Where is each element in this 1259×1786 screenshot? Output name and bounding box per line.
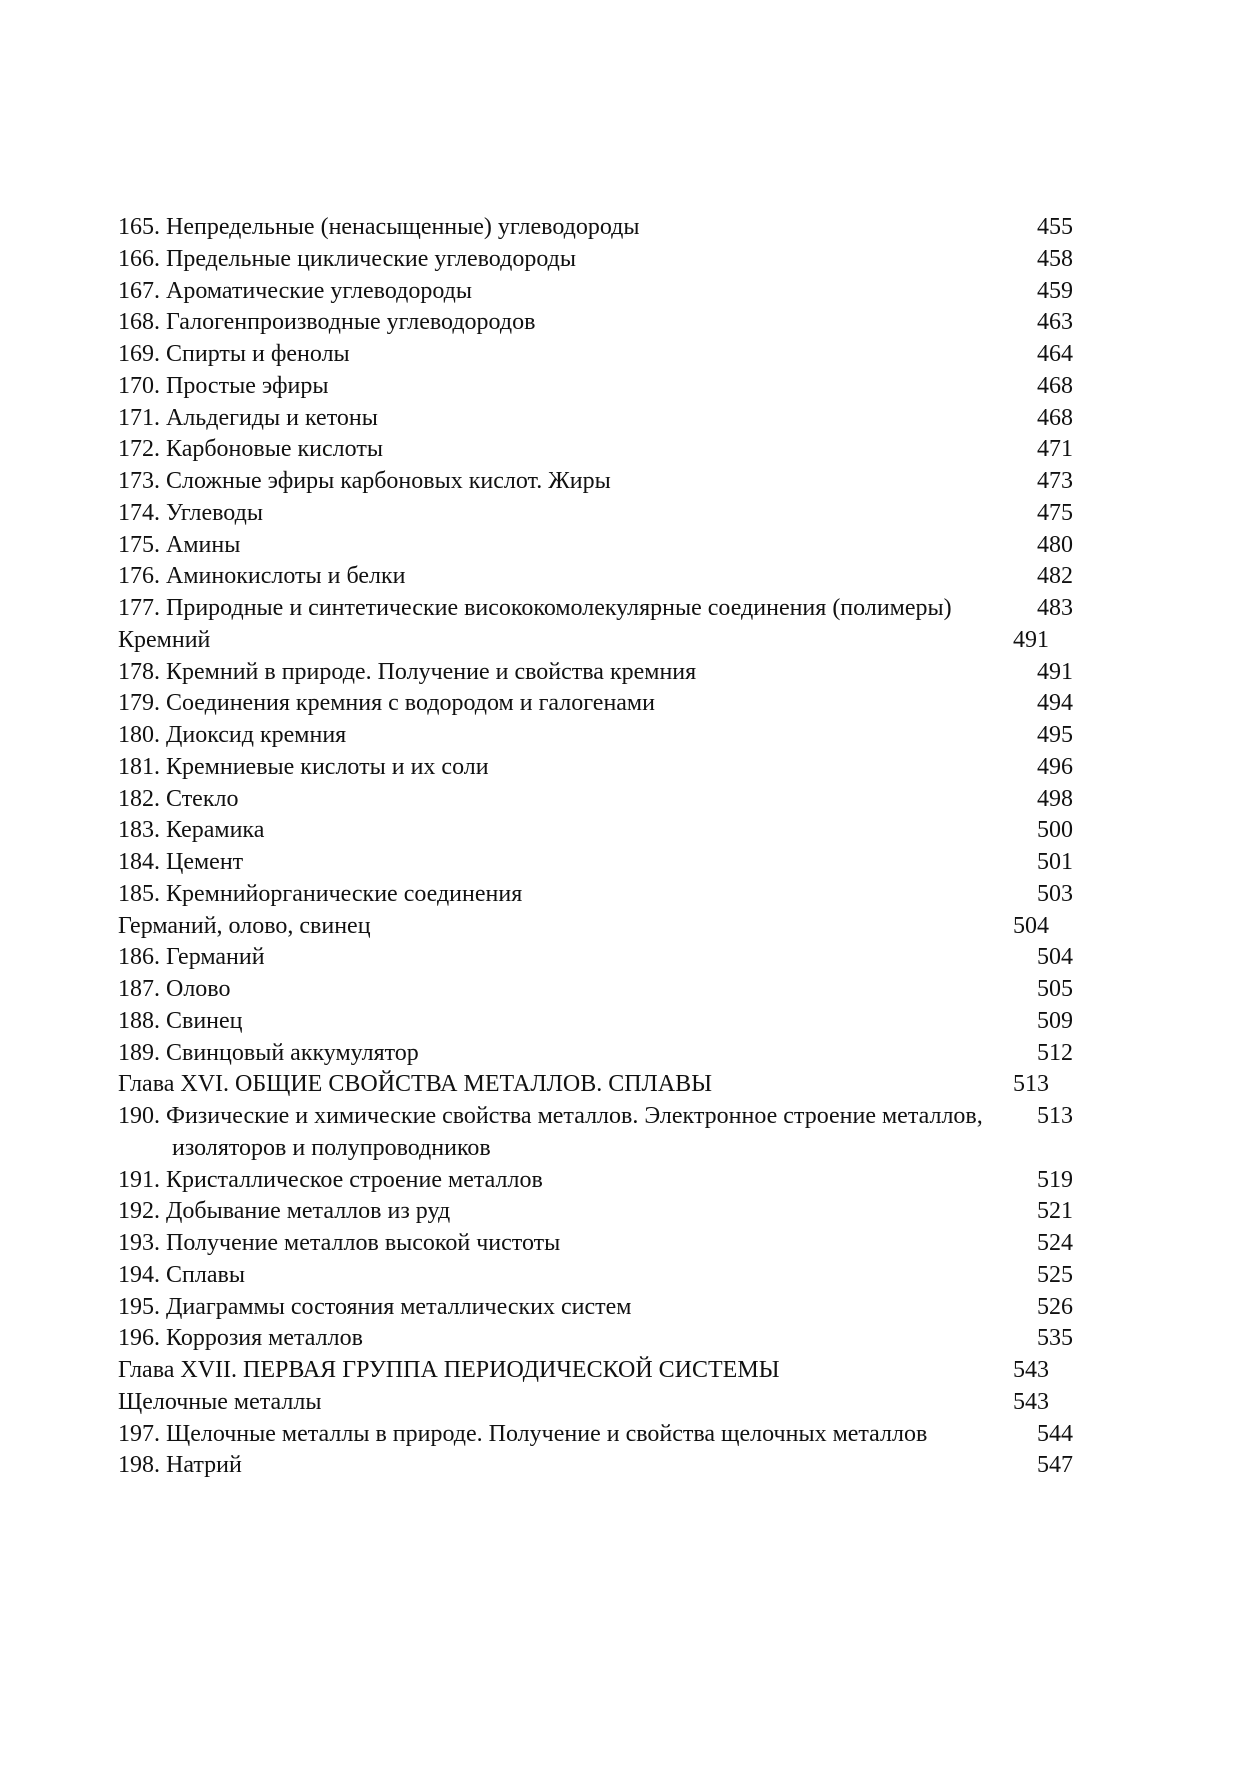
toc-entry-text: Простые эфиры bbox=[166, 372, 329, 399]
toc-entry-title bbox=[118, 720, 1018, 752]
toc-entry-number: 188. bbox=[118, 1007, 160, 1034]
toc-entry-page: 483 bbox=[1037, 595, 1073, 621]
toc-entry bbox=[118, 1355, 1073, 1387]
toc-entry-page: 513 bbox=[1013, 1071, 1049, 1098]
toc-entry-text: Сплавы bbox=[166, 1261, 245, 1288]
toc-entry-text: Германий, олово, свинец bbox=[118, 912, 371, 939]
toc-entry-page: 524 bbox=[1037, 1230, 1073, 1256]
toc-entry-title bbox=[118, 815, 1018, 847]
toc-entry bbox=[118, 847, 1073, 879]
toc-entry-text: Получение металлов высокой чистоты bbox=[166, 1230, 561, 1256]
toc-entry bbox=[118, 1101, 1073, 1165]
toc-entry-title bbox=[118, 371, 1018, 403]
toc-entry-number: 185. bbox=[118, 880, 160, 907]
toc-entry-page: 459 bbox=[1037, 277, 1073, 304]
toc-entry-number: 175. bbox=[118, 531, 160, 558]
toc-entry-number: 194. bbox=[118, 1261, 160, 1288]
toc-entry-title bbox=[118, 1292, 1018, 1324]
toc-entry-title bbox=[118, 847, 1018, 879]
toc-entry-page: 491 bbox=[1037, 658, 1073, 685]
toc-entry-title bbox=[118, 1165, 1018, 1197]
toc-entry-title bbox=[118, 1228, 1018, 1260]
toc-entry-text: Кремний bbox=[118, 626, 211, 653]
toc-entry-text: Диаграммы состояния металлических систем bbox=[166, 1293, 632, 1320]
toc-entry bbox=[118, 1387, 1073, 1419]
toc-entry bbox=[118, 1323, 1073, 1355]
toc-entry-text: Кремниевые кислоты и их соли bbox=[166, 753, 489, 780]
toc-entry-text: Коррозия металлов bbox=[166, 1325, 363, 1352]
toc-entry-text: Углеводы bbox=[166, 499, 263, 526]
toc-entry-number: 171. bbox=[118, 404, 160, 431]
toc-entry-page: 501 bbox=[1037, 849, 1073, 875]
toc-entry-text: Глава XVII. ПЕРВАЯ ГРУППА ПЕРИОДИЧЕСКОЙ СИСТЕМЫ bbox=[118, 1357, 780, 1383]
toc-entry-number: 191. bbox=[118, 1166, 160, 1193]
toc-entry-text: Амины bbox=[166, 531, 241, 558]
toc-entry-title bbox=[118, 784, 1018, 816]
toc-entry bbox=[118, 1260, 1073, 1292]
toc-entry-page: 464 bbox=[1037, 341, 1073, 367]
toc-entry bbox=[118, 1196, 1073, 1228]
toc-entry bbox=[118, 1419, 1073, 1451]
toc-entry-page: 500 bbox=[1037, 817, 1073, 844]
toc-entry-page: 471 bbox=[1037, 436, 1073, 463]
toc-entry bbox=[118, 434, 1073, 466]
toc-entry-title bbox=[118, 879, 1018, 911]
toc-entry-number: 192. bbox=[118, 1198, 160, 1225]
toc-entry-number: 186. bbox=[118, 944, 160, 971]
toc-entry-title bbox=[118, 339, 1018, 371]
toc-entry bbox=[118, 1165, 1073, 1197]
toc-entry-text: Щелочные металлы в природе. Получение и свойства щелочных металлов bbox=[166, 1420, 928, 1447]
toc-entry-page: 491 bbox=[1013, 626, 1049, 653]
toc-entry-number: 169. bbox=[118, 341, 160, 367]
toc-entry-number: 168. bbox=[118, 309, 160, 336]
toc-entry-text: Аминокислоты и белки bbox=[166, 563, 406, 590]
toc-entry-number: 197. bbox=[118, 1420, 160, 1447]
toc-entry-page: 498 bbox=[1037, 785, 1073, 812]
toc-entry-number: 183. bbox=[118, 817, 160, 844]
toc-entry-number: 189. bbox=[118, 1039, 160, 1066]
toc-entry-page: 505 bbox=[1037, 976, 1073, 1002]
toc-entry bbox=[118, 593, 1073, 625]
toc-entry-title bbox=[118, 657, 1018, 689]
toc-entry-text: Непредельные (ненасыщенные) углеводороды bbox=[166, 214, 640, 240]
toc-entry bbox=[118, 1069, 1073, 1101]
toc-entry-page: 455 bbox=[1037, 214, 1073, 240]
toc-entry bbox=[118, 530, 1073, 562]
toc-entry-text: Свинец bbox=[166, 1007, 243, 1034]
toc-entry-text: Альдегиды и кетоны bbox=[166, 404, 378, 431]
toc-entry-text: Ароматические углеводороды bbox=[166, 277, 472, 304]
toc-entry-title bbox=[118, 276, 1018, 308]
toc-entry-title bbox=[118, 1323, 1018, 1355]
toc-entry bbox=[118, 1292, 1073, 1324]
toc-entry-title bbox=[118, 911, 994, 943]
toc-entry-number: 198. bbox=[118, 1452, 160, 1479]
toc-entry bbox=[118, 625, 1073, 657]
toc-entry-title bbox=[118, 688, 1018, 720]
toc-entry-page: 535 bbox=[1037, 1325, 1073, 1352]
table-of-contents bbox=[118, 212, 1073, 1482]
toc-entry-number: 180. bbox=[118, 722, 160, 748]
toc-entry bbox=[118, 466, 1073, 498]
toc-entry bbox=[118, 911, 1073, 943]
toc-entry bbox=[118, 1450, 1073, 1482]
toc-entry bbox=[118, 1006, 1073, 1038]
toc-entry-title bbox=[118, 466, 1018, 498]
toc-entry-text: Природные и синтетические висококомолекулярные соединения (полимеры) bbox=[166, 595, 952, 621]
toc-entry-text: Керамика bbox=[166, 817, 265, 844]
toc-entry-page: 504 bbox=[1037, 944, 1073, 971]
toc-entry-page: 458 bbox=[1037, 245, 1073, 272]
toc-entry bbox=[118, 784, 1073, 816]
toc-entry-title bbox=[118, 1450, 1018, 1482]
toc-entry-text: Стекло bbox=[166, 785, 239, 812]
toc-entry bbox=[118, 1038, 1073, 1070]
toc-entry-text: Кремнийорганические соединения bbox=[166, 880, 523, 907]
toc-entry-page: 503 bbox=[1037, 880, 1073, 907]
toc-entry bbox=[118, 688, 1073, 720]
toc-entry-page: 525 bbox=[1037, 1261, 1073, 1288]
toc-entry-page: 494 bbox=[1037, 690, 1073, 717]
toc-entry-page: 543 bbox=[1013, 1388, 1049, 1415]
toc-entry-title bbox=[118, 434, 1018, 466]
toc-entry-text: Соединения кремния с водородом и галогенами bbox=[166, 690, 655, 717]
toc-entry-number: 166. bbox=[118, 245, 160, 272]
toc-entry-number: 172. bbox=[118, 436, 160, 463]
toc-entry-page: 526 bbox=[1037, 1293, 1073, 1320]
toc-entry bbox=[118, 561, 1073, 593]
toc-entry bbox=[118, 307, 1073, 339]
toc-entry-number: 187. bbox=[118, 976, 160, 1002]
toc-entry-page: 482 bbox=[1037, 563, 1073, 590]
toc-entry-title bbox=[118, 1355, 994, 1387]
toc-entry bbox=[118, 339, 1073, 371]
toc-entry-text: Щелочные металлы bbox=[118, 1388, 322, 1415]
toc-entry-title bbox=[118, 307, 1018, 339]
toc-entry bbox=[118, 403, 1073, 435]
toc-entry-number: 165. bbox=[118, 214, 160, 240]
toc-entry-number: 193. bbox=[118, 1230, 160, 1256]
toc-entry-text: Диоксид кремния bbox=[166, 722, 347, 748]
toc-entry-text: Натрий bbox=[166, 1452, 242, 1479]
toc-entry bbox=[118, 1228, 1073, 1260]
toc-entry-number: 167. bbox=[118, 277, 160, 304]
toc-entry-text: Галогенпроизводные углеводородов bbox=[166, 309, 536, 336]
toc-entry-page: 513 bbox=[1037, 1103, 1073, 1129]
toc-entry-title bbox=[118, 244, 1018, 276]
toc-entry-number: 170. bbox=[118, 372, 160, 399]
toc-entry-title bbox=[118, 1038, 1018, 1070]
toc-entry-number: 181. bbox=[118, 753, 160, 780]
toc-entry-title bbox=[118, 1101, 1018, 1165]
toc-entry-page: 544 bbox=[1037, 1420, 1073, 1447]
toc-entry-text: Кристаллическое строение металлов bbox=[166, 1166, 543, 1193]
toc-entry-title bbox=[118, 1196, 1018, 1228]
toc-entry-page: 473 bbox=[1037, 468, 1073, 494]
toc-entry-title bbox=[118, 942, 1018, 974]
toc-entry-page: 519 bbox=[1037, 1166, 1073, 1193]
toc-entry-number: 182. bbox=[118, 785, 160, 812]
toc-entry-title bbox=[118, 403, 1018, 435]
toc-entry-title bbox=[118, 561, 1018, 593]
toc-entry-page: 480 bbox=[1037, 531, 1073, 558]
toc-entry bbox=[118, 720, 1073, 752]
toc-entry bbox=[118, 212, 1073, 244]
toc-entry-text: Кремний в природе. Получение и свойства кремния bbox=[166, 658, 697, 685]
toc-entry-text: Олово bbox=[166, 976, 231, 1002]
toc-entry bbox=[118, 752, 1073, 784]
toc-entry-title bbox=[118, 593, 1018, 625]
toc-entry bbox=[118, 276, 1073, 308]
toc-entry-page: 496 bbox=[1037, 753, 1073, 780]
toc-entry-text: Сложные эфиры карбоновых кислот. Жиры bbox=[166, 468, 611, 494]
toc-entry-page: 468 bbox=[1037, 372, 1073, 399]
toc-entry-page: 547 bbox=[1037, 1452, 1073, 1479]
toc-entry bbox=[118, 815, 1073, 847]
toc-entry-page: 509 bbox=[1037, 1007, 1073, 1034]
toc-entry-number: 177. bbox=[118, 595, 160, 621]
toc-entry bbox=[118, 879, 1073, 911]
toc-entry-page: 475 bbox=[1037, 499, 1073, 526]
toc-entry-number: 176. bbox=[118, 563, 160, 590]
toc-entry bbox=[118, 974, 1073, 1006]
toc-entry bbox=[118, 244, 1073, 276]
toc-entry-title bbox=[118, 1419, 1018, 1451]
toc-entry-title bbox=[118, 752, 1018, 784]
toc-entry-title bbox=[118, 1387, 994, 1419]
toc-entry-text: Цемент bbox=[166, 849, 244, 875]
toc-entry-page: 468 bbox=[1037, 404, 1073, 431]
toc-entry-text: Глава XVI. ОБЩИЕ СВОЙСТВА МЕТАЛЛОВ. СПЛАВЫ bbox=[118, 1071, 713, 1098]
toc-entry-title bbox=[118, 212, 1018, 244]
toc-entry-number: 178. bbox=[118, 658, 160, 685]
toc-entry-page: 512 bbox=[1037, 1039, 1073, 1066]
toc-entry-text: Физические и химические свойства металлов. Электронное строение металлов, изоляторов и полупроводников bbox=[166, 1103, 983, 1161]
toc-entry bbox=[118, 371, 1073, 403]
toc-entry-page: 543 bbox=[1013, 1357, 1049, 1383]
toc-entry-title bbox=[118, 1260, 1018, 1292]
toc-entry-number: 184. bbox=[118, 849, 160, 875]
toc-entry-number: 179. bbox=[118, 690, 160, 717]
toc-entry-title bbox=[118, 625, 994, 657]
toc-entry-page: 495 bbox=[1037, 722, 1073, 748]
toc-entry-number: 173. bbox=[118, 468, 160, 494]
toc-entry-text: Карбоновые кислоты bbox=[166, 436, 383, 463]
toc-entry-text: Добывание металлов из руд bbox=[166, 1198, 451, 1225]
toc-entry-number: 190. bbox=[118, 1103, 160, 1129]
toc-entry-number: 174. bbox=[118, 499, 160, 526]
toc-entry bbox=[118, 498, 1073, 530]
toc-entry-text: Предельные циклические углеводороды bbox=[166, 245, 576, 272]
toc-entry-text: Свинцовый аккумулятор bbox=[166, 1039, 419, 1066]
toc-entry-number: 195. bbox=[118, 1293, 160, 1320]
toc-entry-text: Спирты и фенолы bbox=[166, 341, 350, 367]
toc-entry-title bbox=[118, 498, 1018, 530]
toc-entry-title bbox=[118, 974, 1018, 1006]
toc-entry-page: 463 bbox=[1037, 309, 1073, 336]
toc-entry-title bbox=[118, 1006, 1018, 1038]
toc-entry-text: Германий bbox=[166, 944, 265, 971]
toc-entry bbox=[118, 657, 1073, 689]
toc-entry-number: 196. bbox=[118, 1325, 160, 1352]
toc-entry-page: 521 bbox=[1037, 1198, 1073, 1225]
toc-entry-page: 504 bbox=[1013, 912, 1049, 939]
toc-entry bbox=[118, 942, 1073, 974]
toc-entry-title bbox=[118, 1069, 994, 1101]
toc-entry-title bbox=[118, 530, 1018, 562]
